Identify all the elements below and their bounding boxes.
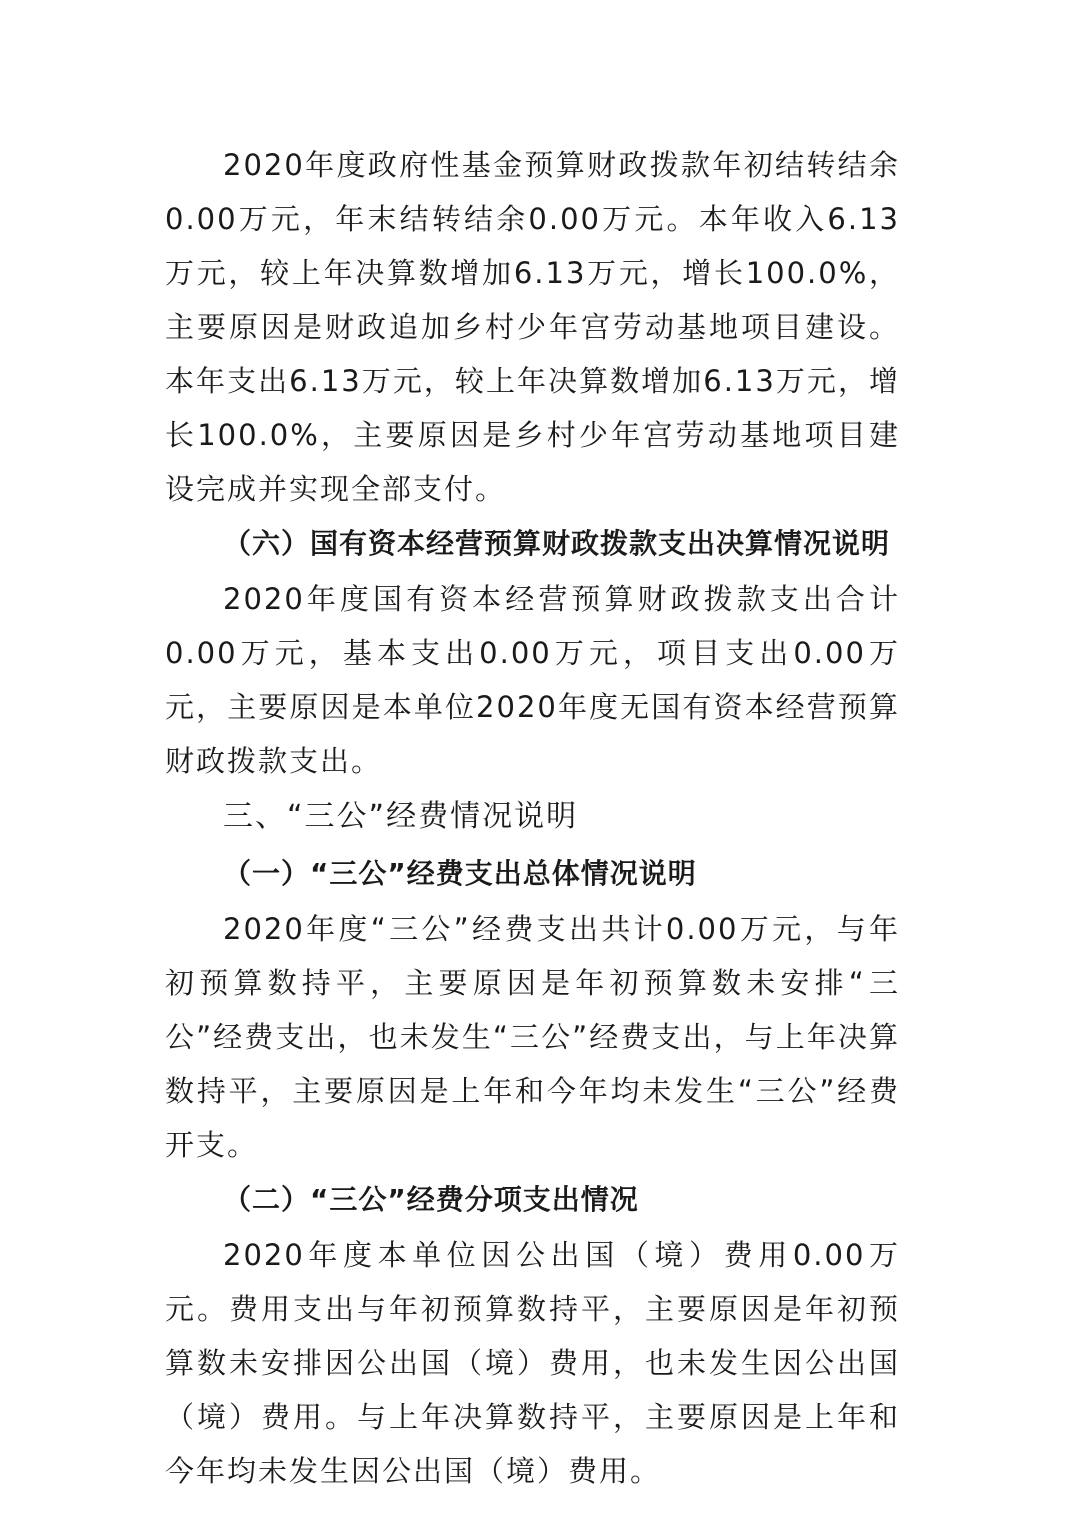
heading-three-public-overall: （一）“三公”经费支出总体情况说明 — [223, 857, 697, 890]
paragraph-government-fund: 2020年度政府性基金预算财政拨款年初结转结余0.00万元，年末结转结余0.00万元。本年收入6.13万元，较上年决算数增加6.13万元，增长100.0%，主要原因是财政追加乡村少年宫劳动基地项目建设。本年支出6.13万元，较上年决算数增加6.13万元，增长100.0%，主要原因是乡村少年宫劳动基地项目建设完成并实现全部支付。 — [165, 148, 900, 506]
paragraph-three-public-overall: 2020年度“三公”经费支出共计0.00万元，与年初预算数持平，主要原因是年初预算数未安排“三公”经费支出，也未发生“三公”经费支出，与上年决算数持平，主要原因是上年和今年均未发生“三公”经费开支。 — [165, 912, 900, 1162]
document-body — [165, 138, 900, 1498]
heading-state-capital: （六）国有资本经营预算财政拨款支出决算情况说明 — [223, 527, 891, 560]
paragraph-state-capital: 2020年度国有资本经营预算财政拨款支出合计0.00万元，基本支出0.00万元，项目支出0.00万元，主要原因是本单位2020年度无国有资本经营预算财政拨款支出。 — [165, 582, 900, 778]
heading-three-public-items: （二）“三公”经费分项支出情况 — [223, 1183, 639, 1216]
paragraph-overseas-expenses: 2020年度本单位因公出国（境）费用0.00万元。费用支出与年初预算数持平，主要原因是年初预算数未安排因公出国（境）费用，也未发生因公出国（境）费用。与上年决算数持平，主要原因是上年和今年均未发生因公出国（境）费用。 — [165, 1238, 900, 1488]
heading-three-public: 三、“三公”经费情况说明 — [223, 799, 579, 834]
